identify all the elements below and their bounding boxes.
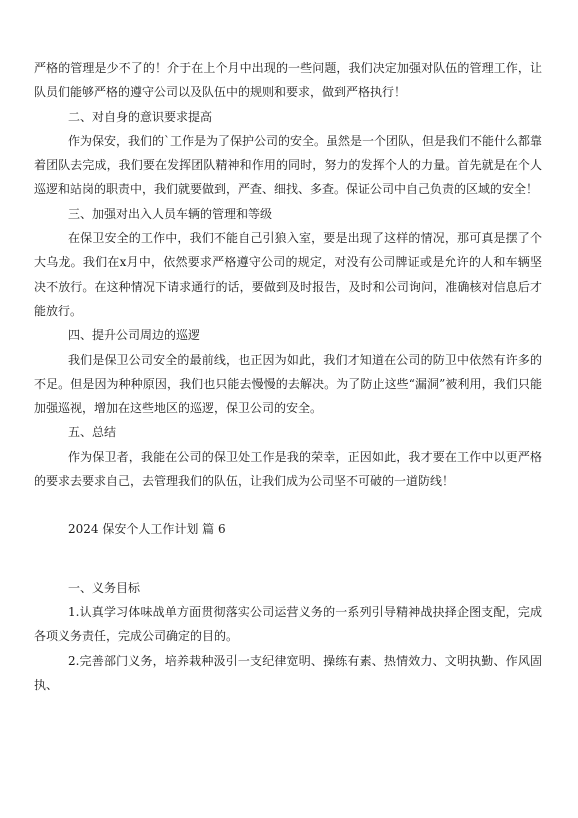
- section-spacer: [34, 493, 542, 517]
- paragraph-self-awareness: 作为保安，我们的`工作是为了保护公司的安全。虽然是一个团队，但是我们不能什么都靠着团队去完成，我们要在发挥团队精神和作用的同时，努力的发挥个人的力量。首先就是在个人巡逻和站岗的职责中，我们就要做到，严查、细找、多查。保证公司中自己负责的区域的安全！: [34, 133, 543, 197]
- paragraph-vehicle-management: 在保卫安全的工作中，我们不能自己引狼入室，要是出现了这样的情况，那可真是摆了个大乌龙。我们在x月中，依然要求严格遵守公司的规定，对没有公司牌证或是允许的人和车辆坚决不放行。在这种情况下请求通行的话，要做到及时报告，及时和公司询问，准确核对信息后才能放行。: [34, 231, 542, 318]
- paragraph-summary: 作为保卫者，我能在公司的保卫处工作是我的荣幸，正因如此，我才要在工作中以更严格的要求去要求自己，去管理我们的队伍，让我们成为公司坚不可破的一道防线！: [34, 449, 542, 489]
- paragraph-duty-item-2: 2.完善部门义务，培养栽种汲引一支纪律宽明、操练有素、热情效力、文明执勤、作风固执、: [34, 653, 542, 692]
- heading-summary: 五、总结: [68, 425, 117, 440]
- paragraph-patrol: 我们是保卫公司安全的最前线，也正因为如此，我们才知道在公司的防卫中依然有许多的不足。但是因为种种原因，我们也只能去慢慢的去解决。为了防止这些“漏洞”被利用，我们只能加强巡视，增加在这些地区的巡逻，保卫公司的安全。: [34, 352, 542, 416]
- section-spacer: [34, 542, 542, 576]
- paragraph-management: 严格的管理是少不了的！介于在上个月中出现的一些问题，我们决定加强对队伍的管理工作，让队员们能够严格的遵守公司以及队伍中的规则和要求，做到严格执行！: [34, 61, 542, 100]
- heading-vehicle-management: 三、加强对出入人员车辆的管理和等级: [68, 206, 273, 221]
- heading-self-awareness: 二、对自身的意识要求提高: [68, 109, 213, 124]
- heading-duty-goals: 一、义务目标: [68, 580, 141, 595]
- paragraph-duty-item-1: 1.认真学习体味战单方面贯彻落实公司运营义务的一系列引导精神战抉择企图支配，完成各项义务责任，完成公司确定的目的。: [34, 604, 542, 644]
- heading-patrol: 四、提升公司周边的巡逻: [68, 328, 201, 343]
- section-title: 2024 保安个人工作计划 篇 6: [68, 522, 226, 537]
